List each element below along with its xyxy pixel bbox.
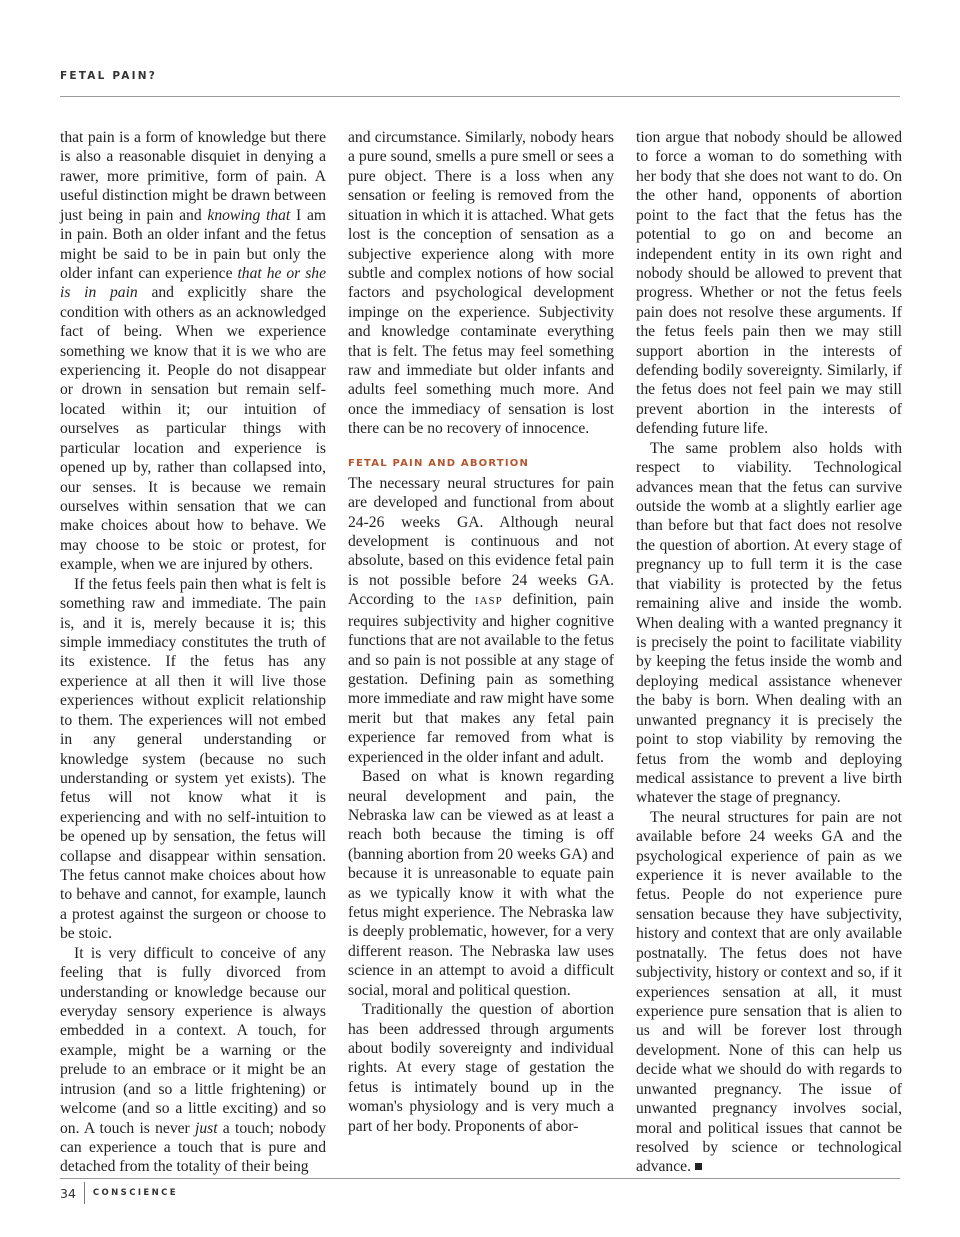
paragraph xyxy=(348,474,614,767)
column-2 xyxy=(348,128,614,1168)
paragraph xyxy=(60,944,326,1177)
text-run: definition, pain requires subjectivity and higher cognitive functions that are not available to the fetus and so pain is not possible at any stage of gestation. Defining pain as something more immediate and raw might have some merit but that makes any fetal pain experience far removed from what is experienced in the older infant and adult. xyxy=(348,591,614,766)
magazine-name: CONSCIENCE xyxy=(92,1188,178,1198)
text-run: a touch; nobody can experience a touch that is pure and detached from the totality of their being xyxy=(60,1119,327,1176)
emphasis: knowing that xyxy=(207,206,291,224)
running-head: FETAL PAIN? xyxy=(60,70,158,82)
text-run: It is very difficult to conceive of any feeling that is fully divorced from understanding or knowledge because our everyday sensory experience is always embedded in a context. A touch, for example, might be a warning or the prelude to an embrace or it might be an intrusion (and so a little frightening) or welcome (and so a little exciting) and so on. A touch is never xyxy=(60,944,326,1137)
text-run: I am in pain. Both an older infant and the fetus might be said to be in pain but only the older infant can experience xyxy=(60,206,327,282)
header-rule xyxy=(60,96,900,97)
paragraph: Based on what is known regarding neural development and pain, the Nebraska law can be viewed as at least a reach both because the timing is off (banning abortion from 20 weeks GA) and because it is unreasonable to equate pain as we typically know it with what the fetus might experience. The Nebraska law is deeply problematic, however, for a very different reason. The Nebraska law uses science in an attempt to avoid a difficult social, moral and political question. xyxy=(348,768,614,999)
end-of-article-icon xyxy=(695,1163,702,1170)
paragraph xyxy=(636,808,902,1177)
column-3 xyxy=(636,128,902,1176)
emphasis: that he or she is in pain xyxy=(60,264,327,302)
small-caps-acronym: IASP xyxy=(474,595,503,608)
paragraph: If the fetus feels pain then what is felt is something raw and immediate. The pain is, and it is, merely because it is; this simple immediacy constitutes the truth of its existence. If the fetus has any experience at all then it will live those experiences without explicit relationship to them. The experiences will not embed in any general understanding or knowledge system (because no such understanding or system yet exists). The fetus will not know what it is experiencing and with no self-intuition to be opened up by sensation, the fetus will collapse and disappear within sensation. The fetus cannot make choices about how to behave and cannot, for example, launch a protest against the surgeon or choose to be stoic. xyxy=(60,575,326,943)
paragraph: The same problem also holds with respect to viability. Technological advances mean that the fetus can survive outside the womb at a slightly earlier age than before but that fact does not resolve the question of abortion. At every stage of pregnancy up to full term it is the case that viability is protected by the fetus remaining alive and inside the womb. When dealing with a wanted pregnancy it is precisely the point to facilitate viability by keeping the fetus inside the womb and deploying medical assistance whenever the baby is born. When dealing with an unwanted pregnancy it is precisely the point to stop viability by removing the fetus from the womb and deploying medical assistance to prevent a live birth whatever the stage of pregnancy. xyxy=(636,439,902,807)
text-run: and explicitly share the condition with others as an acknowledged fact of being. When we experience something we know that it is we who are experiencing it. People do not disappear or drown in sensation but remain self-located within it; our intuition of ourselves as particular things with particular location and experience is opened up by, rather than collapsed into, our senses. It is because we remain ourselves within sensation that we can make choices about how to behave. We may choose to be stoic or protest, for example, when we are injured by others. xyxy=(60,284,326,574)
section-heading: FETAL PAIN AND ABORTION xyxy=(348,457,530,469)
footer-rule xyxy=(60,1178,900,1179)
page-number: 34 xyxy=(60,1185,76,1201)
text-run: that pain is a form of knowledge but there is also a reasonable disquiet in denying a rawer, more primitive, form of pain. A useful distinction might be drawn between just being in pain and xyxy=(60,129,326,224)
paragraph: and circumstance. Similarly, nobody hears a pure sound, smells a pure smell or sees a pure object. There is a loss when any sensation or feeling is removed from the situation in which it is attached. What gets lost is the conception of sensation as a subjective experience along with more subtle and complex notions of how social factors and psychological development impinge on the experience. Subjectivity and knowledge contaminate everything that is felt. The fetus may feel something raw and immediate but older infants and adults feel something much more. And once the immediacy of sensation is lost there can be no recovery of innocence. xyxy=(348,129,614,438)
paragraph: tion argue that nobody should be allowed to force a woman to do something with her body that she does not want to do. On the other hand, opponents of abortion point to the fact that the fetus has the potential to go on and become an independent entity in its own right and nobody should be allowed to prevent that progress. Whether or not the fetus feels pain does not resolve these arguments. If the fetus feels pain then we may still support abortion in the interests of defending bodily sovereignty. Similarly, if the fetus does not feel pain we may still prevent abortion in the interests of defending future life. xyxy=(636,129,902,438)
text-run: The neural structures for pain are not available before 24 weeks GA and the psychological experience of pain as we experience it is never available to the fetus. People do not experience pure sensation because they have subjectivity, history and context that are only available postnatally. The fetus does not have subjectivity, history or context and so, if it experiences sensation at all, it must experience pure sensation that is alien to us and will be forever lost through development. None of this can help us decide what we should do with regards to unwanted pregnancy. The issue of unwanted pregnancy involves social, moral and political issues that cannot be resolved by science or technological advance. xyxy=(636,808,902,1176)
folio xyxy=(60,1182,178,1204)
emphasis: just xyxy=(195,1119,218,1137)
paragraph xyxy=(60,128,326,575)
paragraph: Traditionally the question of abortion has been addressed through arguments about bodily sovereignty and individual rights. At every stage of gestation the fetus is intimately bound up in the woman's physiology and is very much a part of her body. Proponents of abor- xyxy=(348,1001,614,1135)
column-1 xyxy=(60,128,327,1176)
article-body xyxy=(60,128,902,1176)
text-run: The necessary neural structures for pain are developed and functional from about 24-26 weeks GA. Although neural development is continuous and not absolute, based on this evidence fetal pain is not possible before 24 weeks GA. According to the xyxy=(348,474,614,609)
